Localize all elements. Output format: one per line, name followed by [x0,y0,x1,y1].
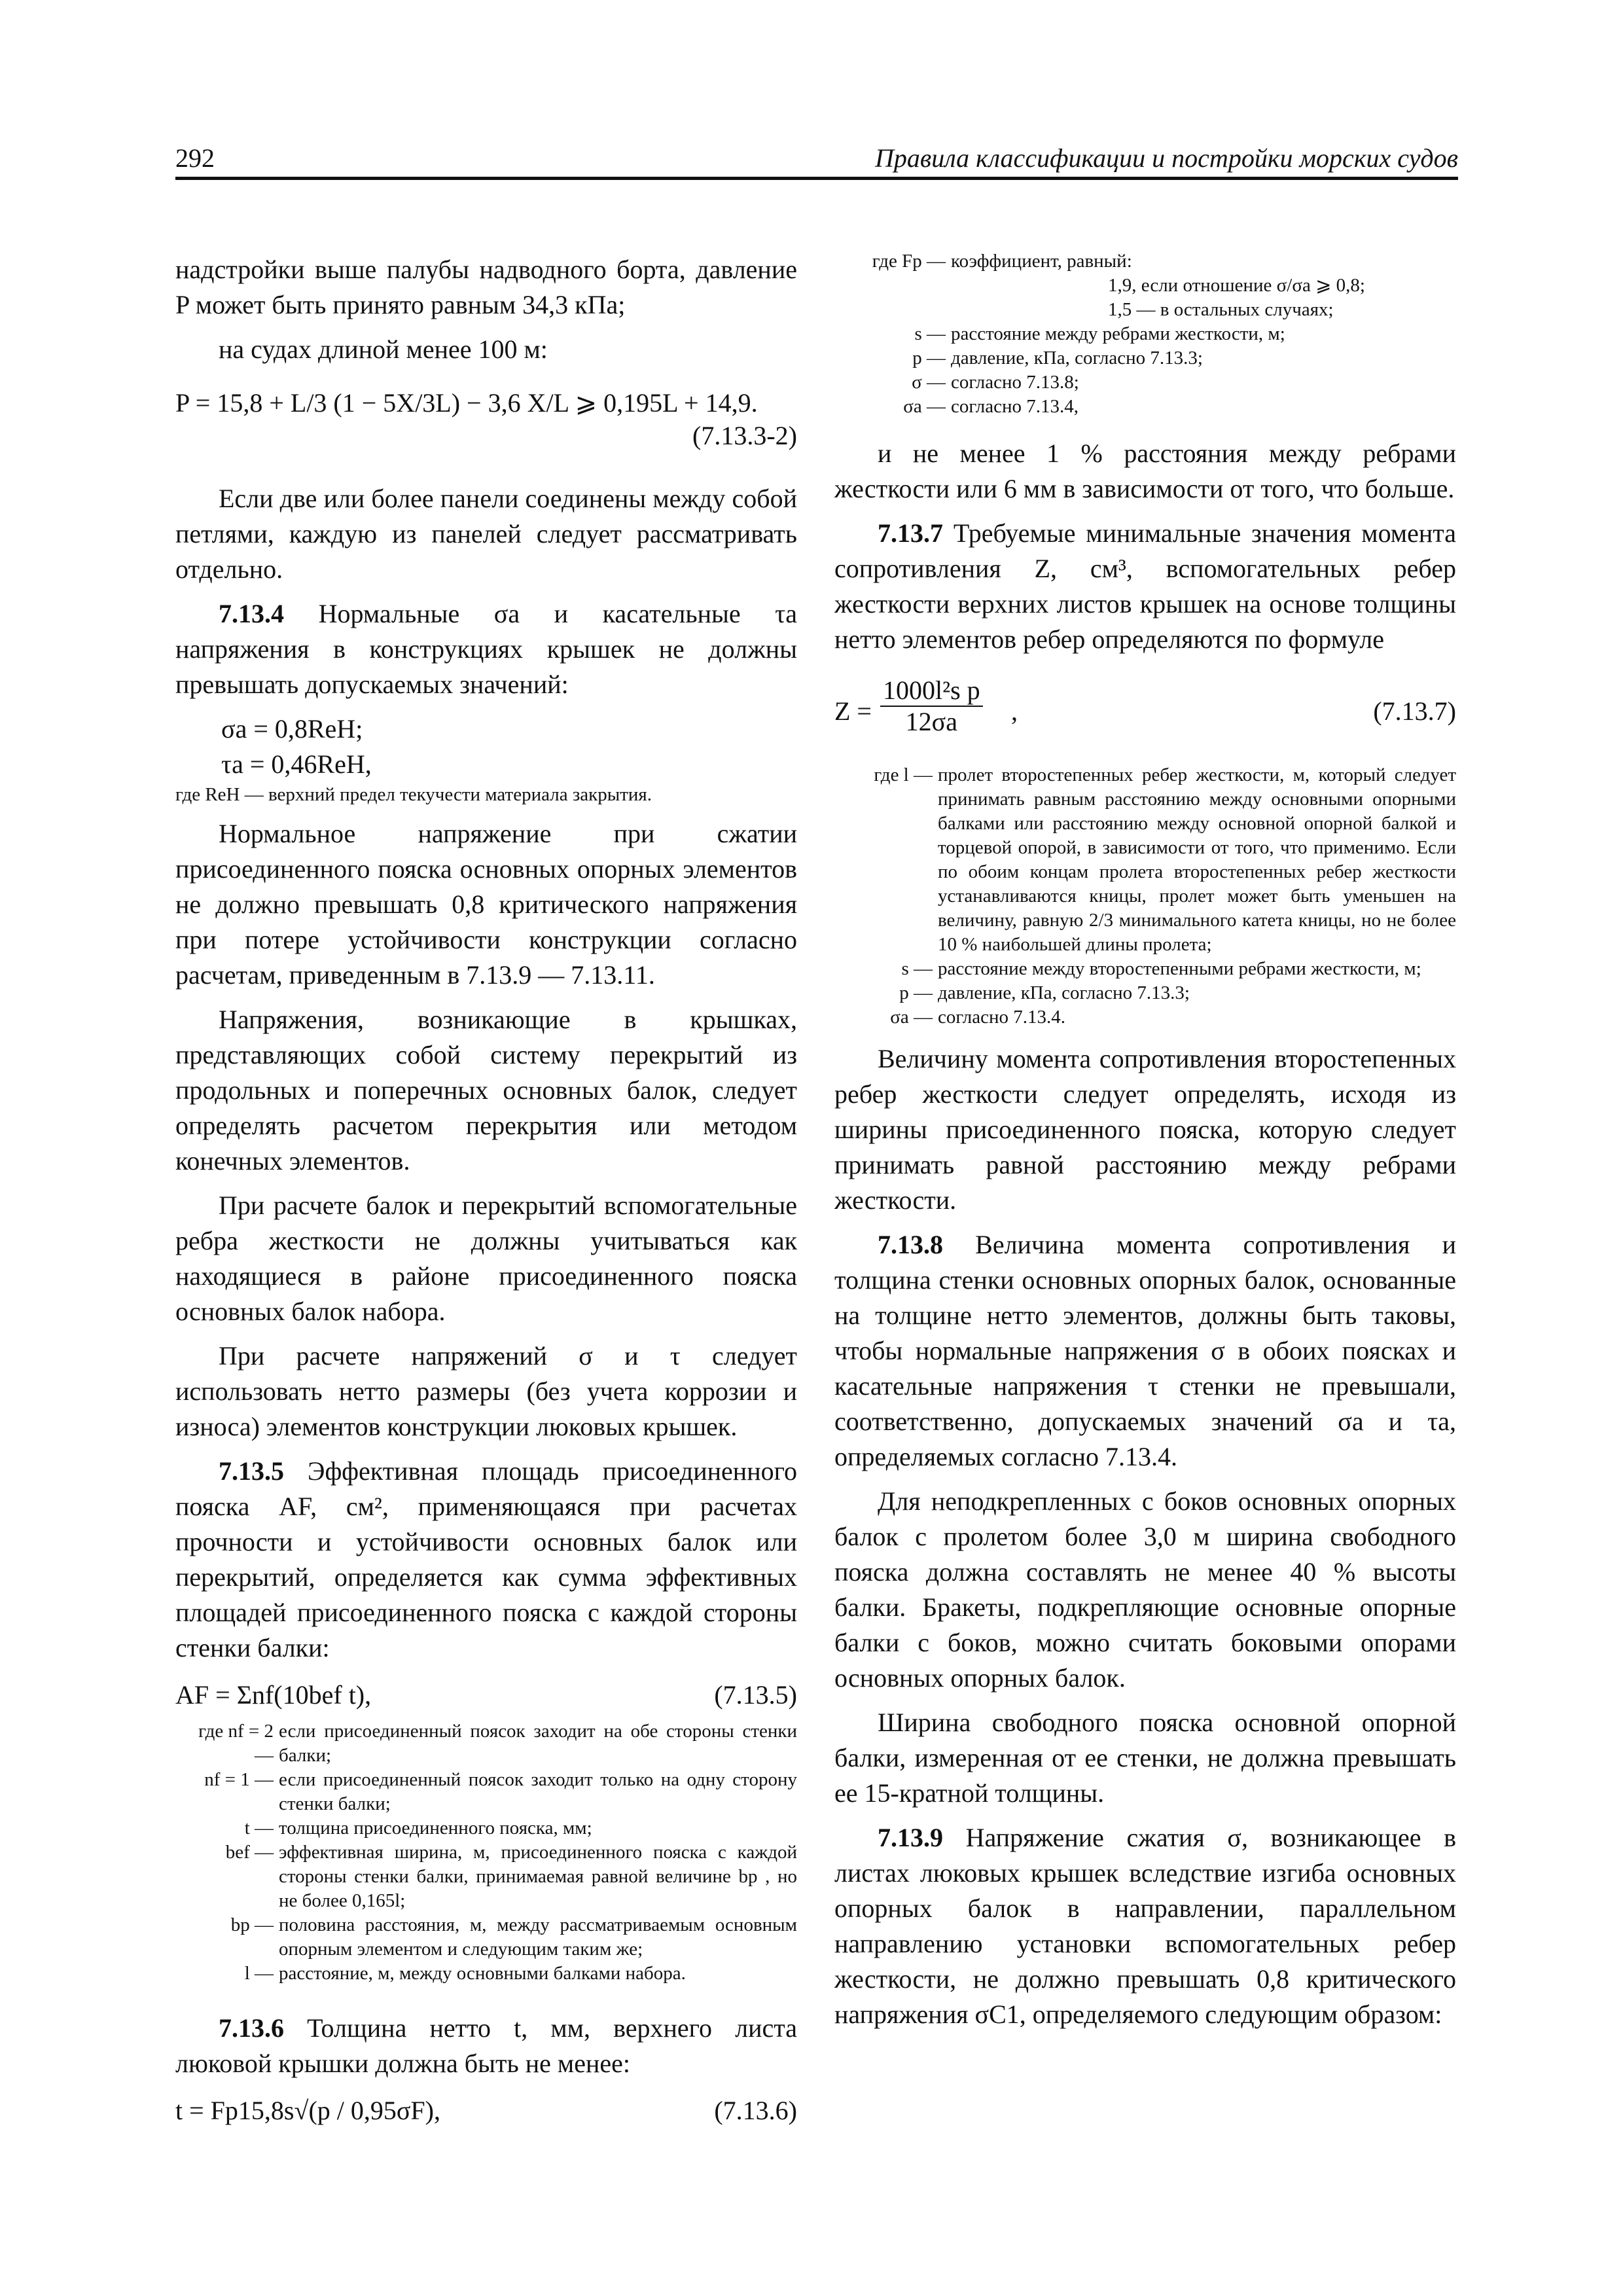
section-text: Нормальные σa и касательные τa напряжения в конструкциях крышек не должны превышать допускаемых значений: [175,599,798,699]
paragraph: и не менее 1 % расстояния между ребрами жесткости или 6 мм в зависимости от того, что больше. [834,439,1456,503]
definition-row [175,1768,797,1816]
definition-row [175,1840,797,1913]
definition-text: если присоединенный поясок заходит на обе стороны стенки балки; [279,1721,797,1766]
equation-body: P = 15,8 + L/3 (1 − 5X/3L) − 3,6 X/L ⩾ 0,195L + 14,9. [175,388,758,418]
section-text: Толщина нетто t, мм, верхнего листа люковой крышки должна быть не менее: [175,2013,797,2078]
fraction-numerator: 1000l²s p [880,675,983,707]
paragraph: Для неподкрепленных с боков основных опорных балок с пролетом более 3,0 м ширина свободного пояска должна составлять не менее 40 % высоты балки. Бракеты, подкрепляющие основные опорные балки с боков, можно считать боковыми опорами основных опорных балок. [834,1486,1456,1693]
section-text: Величина момента сопротивления и толщина стенки основных опорных балок, основанные на толщине нетто элементов, должны быть таковы, чтобы нормальные напряжения σ в обоих поясках и касательные напряжения τ стенки не превышали, соответственно, допускаемых значений σa и τa, определяемых согласно 7.13.4. [834,1230,1456,1471]
definition-symbol: σ — [912,372,946,393]
running-title: Правила классификации и постройки морских судов [874,143,1458,173]
definition-symbol: s — [914,323,946,344]
sigma-a-formula: σa = 0,8ReH; [221,714,363,744]
definition-text: 1,5 — в остальных случаях; [1108,299,1334,320]
definition-symbol [834,274,951,298]
equation-number: (7.13.3-2) [692,421,797,450]
definition-row [834,395,1456,419]
definition-text: расстояние, м, между основными балками набора. [279,1963,686,1984]
section-number: 7.13.4 [219,599,284,628]
equation-body: t = Fp15,8s√(p / 0,95σF), [175,2096,440,2125]
definition-text: эффективная ширина, м, присоединенного пояска с каждой стороны стенки балки, принимаемая равной величине bp , но не более 0,165l; [279,1842,797,1911]
definition-text: согласно 7.13.4. [938,1007,1066,1028]
fraction-denominator: 12σa [905,707,957,736]
definition-symbol: bp — [230,1914,274,1935]
definition-row [834,298,1456,322]
definition-row [834,322,1456,346]
section-number: 7.13.6 [219,2013,284,2043]
equation-number: (7.13.6) [714,2096,797,2125]
paragraph: на судах длиной менее 100 м: [219,334,548,364]
section-number: 7.13.5 [219,1456,284,1486]
definition-text: коэффициент, равный: [951,251,1132,272]
definition-symbol: p — [899,982,933,1003]
section-7-13-8 [834,1227,1456,1475]
definition-symbol: где Fp — [872,251,946,272]
definition-symbol: σa — [903,396,946,417]
definition-text: давление, кПа, согласно 7.13.3; [951,348,1203,368]
definition-row [834,346,1456,370]
definition-symbol: nf = 1 — [204,1769,274,1790]
equation-number: (7.13.7) [1373,696,1456,726]
definition-text: толщина присоединенного пояска, мм; [279,1818,592,1839]
definition-symbol: s — [901,958,933,979]
definition-row [834,274,1456,298]
page-number: 292 [175,143,215,173]
paragraph: Нормальное напряжение при сжатии присоединенного пояска основных опорных элементов не должно превышать 0,8 критического напряжения при потере устойчивости конструкции согласно расчетам, приведенным в 7.13.9 — 7.13.11. [175,819,797,990]
definition-symbol [834,298,951,322]
section-text: Напряжение сжатия σ, возникающее в листах люковых крышек вследствие изгиба основных опорных балок в направлении, параллельном направлению установки вспомогательных ребер жесткости, не должно превышать 0,8 критического напряжения σC1, определяемого следующим образом: [834,1823,1456,2029]
equation-number: (7.13.5) [714,1680,797,1710]
definition-symbol: где l — [874,764,933,785]
definition-row [175,1816,797,1840]
section-7-13-6 [175,2011,797,2081]
equation-7-13-3-2 [175,379,797,451]
header-rule [175,177,1458,180]
paragraph: Величину момента сопротивления второстепенных ребер жесткости следует определять, исходя из ширины присоединенного пояска, которую следует принимать равной расстоянию между ребрами жесткости. [834,1044,1456,1215]
definition-text: расстояние между ребрами жесткости, м; [951,323,1285,344]
paragraph: При расчете балок и перекрытий вспомогательные ребра жесткости не должны учитываться как находящиеся в районе присоединенного пояска основных балок набора. [175,1191,797,1326]
definition-row [834,1005,1456,1030]
equation-comma: , [1011,696,1018,726]
tau-a-formula: τa = 0,46ReH, [221,749,372,779]
paragraph: Напряжения, возникающие в крышках, представляющих собой систему перекрытий из продольных и поперечных основных балок, следует определять расчетом перекрытия или методом конечных элементов. [175,1005,797,1175]
definition-text: половина расстояния, м, между рассматриваемым основным опорным элементом и следующим таким же; [279,1914,797,1960]
definition-text: давление, кПа, согласно 7.13.3; [938,982,1190,1003]
definition-row [175,1719,797,1768]
left-column [175,252,797,2135]
section-text: Требуемые минимальные значения момента сопротивления Z, см³, вспомогательных ребер жесткости верхних листов крышек на основе толщины нетто элементов ребер определяются по формуле [834,518,1456,654]
definition-symbol: где nf = 2 — [198,1721,274,1766]
section-text: Эффективная площадь присоединенного пояска AF, см², применяющаяся при расчетах прочности и устойчивости основных балок или перекрытий, определяется как сумма эффективных площадей присоединенного пояска с каждой стороны стенки балки: [175,1456,798,1662]
paragraph: Если две или более панели соединены между собой петлями, каждую из панелей следует рассматривать отдельно. [175,484,797,584]
definition-row [175,1962,797,1986]
section-7-13-7 [834,516,1456,657]
definition-text: расстояние между второстепенными ребрами жесткости, м; [938,958,1421,979]
where-list [834,763,1456,1030]
definition-symbol: bef — [225,1842,274,1863]
definition-row [175,1913,797,1962]
paragraph: надстройки выше палубы надводного борта, давление P может быть принято равным 34,3 кПа; [175,255,797,319]
section-number: 7.13.7 [878,518,943,548]
definition-text: пролет второстепенных ребер жесткости, м, который следует принимать равным расстоянию между основными опорными балками или расстоянию между основной опорной балкой и торцевой опорой, в зависимости от того, что применимо. Если по обоим концам пролета второстепенных ребер жесткости устанавливаются кницы, пролет может быть уменьшен на величину, равную 2/3 минимального катета кницы, но не более 10 % наибольшей длины пролета; [938,764,1456,955]
equation-7-13-5 [175,1677,797,1713]
equation-fraction [880,675,983,737]
equation-body: AF = Σnf(10bef t), [175,1680,372,1710]
definition-row [834,981,1456,1005]
definition-text: согласно 7.13.4, [951,396,1079,417]
definition-text: 1,9, если отношение σ/σa ⩾ 0,8; [1108,275,1365,296]
equation-7-13-7 [834,675,1456,747]
definition-symbol: p — [912,348,946,368]
definition-symbol: t — [244,1818,274,1839]
definition-text: согласно 7.13.8; [951,372,1079,393]
definition-row [834,370,1456,395]
definition-row [834,249,1456,274]
right-column [834,252,1456,2041]
definition-symbol: σa — [890,1007,933,1028]
fp-definition-list [834,249,1456,419]
reh-note: где ReH — верхний предел текучести материала закрытия. [175,784,652,805]
equation-7-13-6 [175,2093,797,2128]
section-7-13-9 [834,1820,1456,2032]
section-7-13-4 [175,596,797,702]
definition-text: если присоединенный поясок заходит только на одну сторону стенки балки; [279,1769,797,1814]
where-list [175,1719,797,1986]
equation-lhs: Z = [834,696,872,726]
paragraph: Ширина свободного пояска основной опорной балки, измеренная от ее стенки, не должна превышать ее 15-кратной толщины. [834,1708,1456,1808]
section-7-13-5 [175,1454,797,1666]
definition-row [834,763,1456,957]
section-number: 7.13.9 [878,1823,943,1852]
section-number: 7.13.8 [878,1230,943,1259]
paragraph: При расчете напряжений σ и τ следует использовать нетто размеры (без учета коррозии и износа) элементов конструкции люковых крышек. [175,1341,797,1441]
definition-row [834,957,1456,981]
definition-symbol: l — [244,1963,274,1984]
